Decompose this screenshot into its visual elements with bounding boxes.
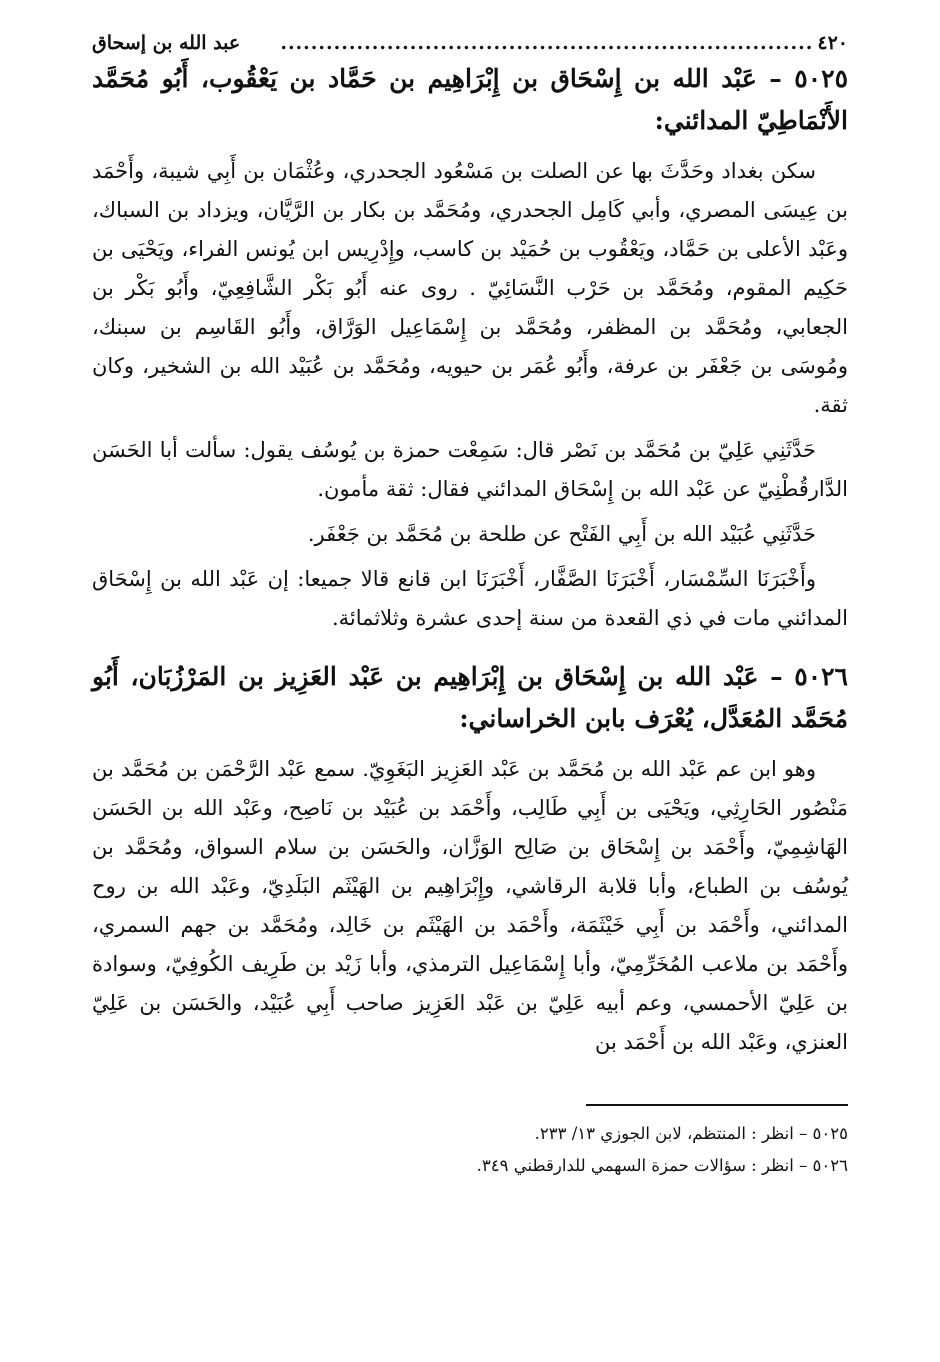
entry-paragraph: وأَخْبَرَنَا السِّمْسَار، أَخْبَرَنَا الصَّفَّار، أَخْبَرَنَا ابن قانع قالا جميعا: إن عَبْد الله بن إِسْحَاق المدائني مات في ذي القعدة من سنة إحدى عشرة وثلاثمائة. xyxy=(92,567,848,630)
entry-dash: – xyxy=(756,64,795,93)
footnote: ٥٠٢٥ – انظر : المنتظم، لابن الجوزي ١٣/ ٢٣٣. xyxy=(534,1124,848,1143)
entry-title xyxy=(92,656,848,740)
entry-paragraph: وهو ابن عم عَبْد الله بن مُحَمَّد بن عَبْد العَزِيز البَغَوِيّ. سمع عَبْد الرَّحْمَن بن مُحَمَّد بن مَنْصُور الحَارِثِي، ويَحْيَى بن أَبِي طَالِب، وأَحْمَد بن عُبَيْد بن نَاصِح، وعَبْد الله بن الحَسَن الهَاشِمِيّ، وأَحْمَد بن إِسْحَاق بن صَالِح الوَزَّان، والحَسَن بن سلام السواق، ومُحَمَّد بن يُوسُف بن الطباع، وأبا قلابة الرقاشي، وإِبْرَاهِيم بن الهَيْثَم البَلَدِيّ، وعَبْد الله بن روح المدائني، وأَحْمَد بن أَبِي خَيْثَمَة، وأَحْمَد بن الهَيْثَم بن خَالِد، ومُحَمَّد بن جهم السمري، وأَحْمَد بن ملاعب المُخَرِّمِيّ، وأبا إِسْمَاعِيل الترمذي، وأبا زَيْد بن طَرِيف الكُوفِيّ، وسوادة بن عَلِيّ الأحمسي، وعم أبيه عَلِيّ بن عَبْد العَزِيز صاحب أَبِي عُبَيْد، والحَسَن بن عَلِيّ العنزي، وعَبْد الله بن أَحْمَد بن xyxy=(92,757,848,1054)
entry-paragraph: حَدَّثَنِي عَلِيّ بن مُحَمَّد بن نَصْر قال: سَمِعْت حمزة بن يُوسُف يقول: سألت أبا الحَسَن الدَّارقُطْنِيّ عن عَبْد الله بن إِسْحَاق المدائني فقال: ثقة مأمون. xyxy=(92,438,848,501)
entry-name: عَبْد الله بن إِسْحَاق بن إِبْرَاهِيم بن حَمَّاد بن يَعْقُوب، أَبُو مُحَمَّد الأَنْمَاطِيّ المدائني: xyxy=(92,64,848,135)
footnote-rule xyxy=(586,1104,848,1106)
running-title: عبد الله بن إسحاق xyxy=(92,32,241,54)
entry-paragraph: حَدَّثَنِي عُبَيْد الله بن أَبِي الفَتْح عن طلحة بن مُحَمَّد بن جَعْفَر. xyxy=(307,522,816,546)
page-number: ٤٢٠ xyxy=(817,32,848,54)
footnote: ٥٠٢٦ – انظر : سؤالات حمزة السهمي للدارقطني ٣٤٩. xyxy=(476,1156,848,1175)
entry-paragraph: سكن بغداد وحَدَّثَ بها عن الصلت بن مَسْعُود الجحدري، وعُثْمَان بن أَبِي شيبة، وأَحْمَد بن عِيسَى المصري، وأبي كَامِل الجحدري، ومُحَمَّد بن بكار بن الرَّيَّان، ويزداد بن السباك، وعَبْد الأعلى بن حَمَّاد، ويَعْقُوب بن حُمَيْد بن كاسب، وإِدْرِيس ابن يُونس الفراء، ويَحْيَى بن حَكِيم المقوم، ومُحَمَّد بن حَرْب النَّسَائِيّ . روى عنه أَبُو بَكْر الشَّافِعِيّ، وأَبُو بَكْر بن الجعابي، ومُحَمَّد بن المظفر، ومُحَمَّد بن إِسْمَاعِيل الوَرَّاق، وأَبُو القَاسِم بن سبنك، ومُوسَى بن جَعْفَر بن عرفة، وأَبُو عُمَر بن حيويه، ومُحَمَّد بن عُبَيْد الله بن الشخير، وكان ثقة. xyxy=(92,159,848,417)
running-header xyxy=(92,30,848,56)
entry-name: عَبْد الله بن إِسْحَاق بن إِبْرَاهِيم بن عَبْد العَزِيز بن المَرْزُبَان، أَبُو مُحَمَّد المُعَدَّل، يُعْرَف بابن الخراساني: xyxy=(92,662,848,733)
entry-number: ٥٠٢٦ xyxy=(794,662,848,691)
leader-dots: ...................................................................... xyxy=(280,32,814,54)
entry-title xyxy=(92,58,848,142)
entry-dash: – xyxy=(758,662,795,691)
entry-number: ٥٠٢٥ xyxy=(794,64,848,93)
